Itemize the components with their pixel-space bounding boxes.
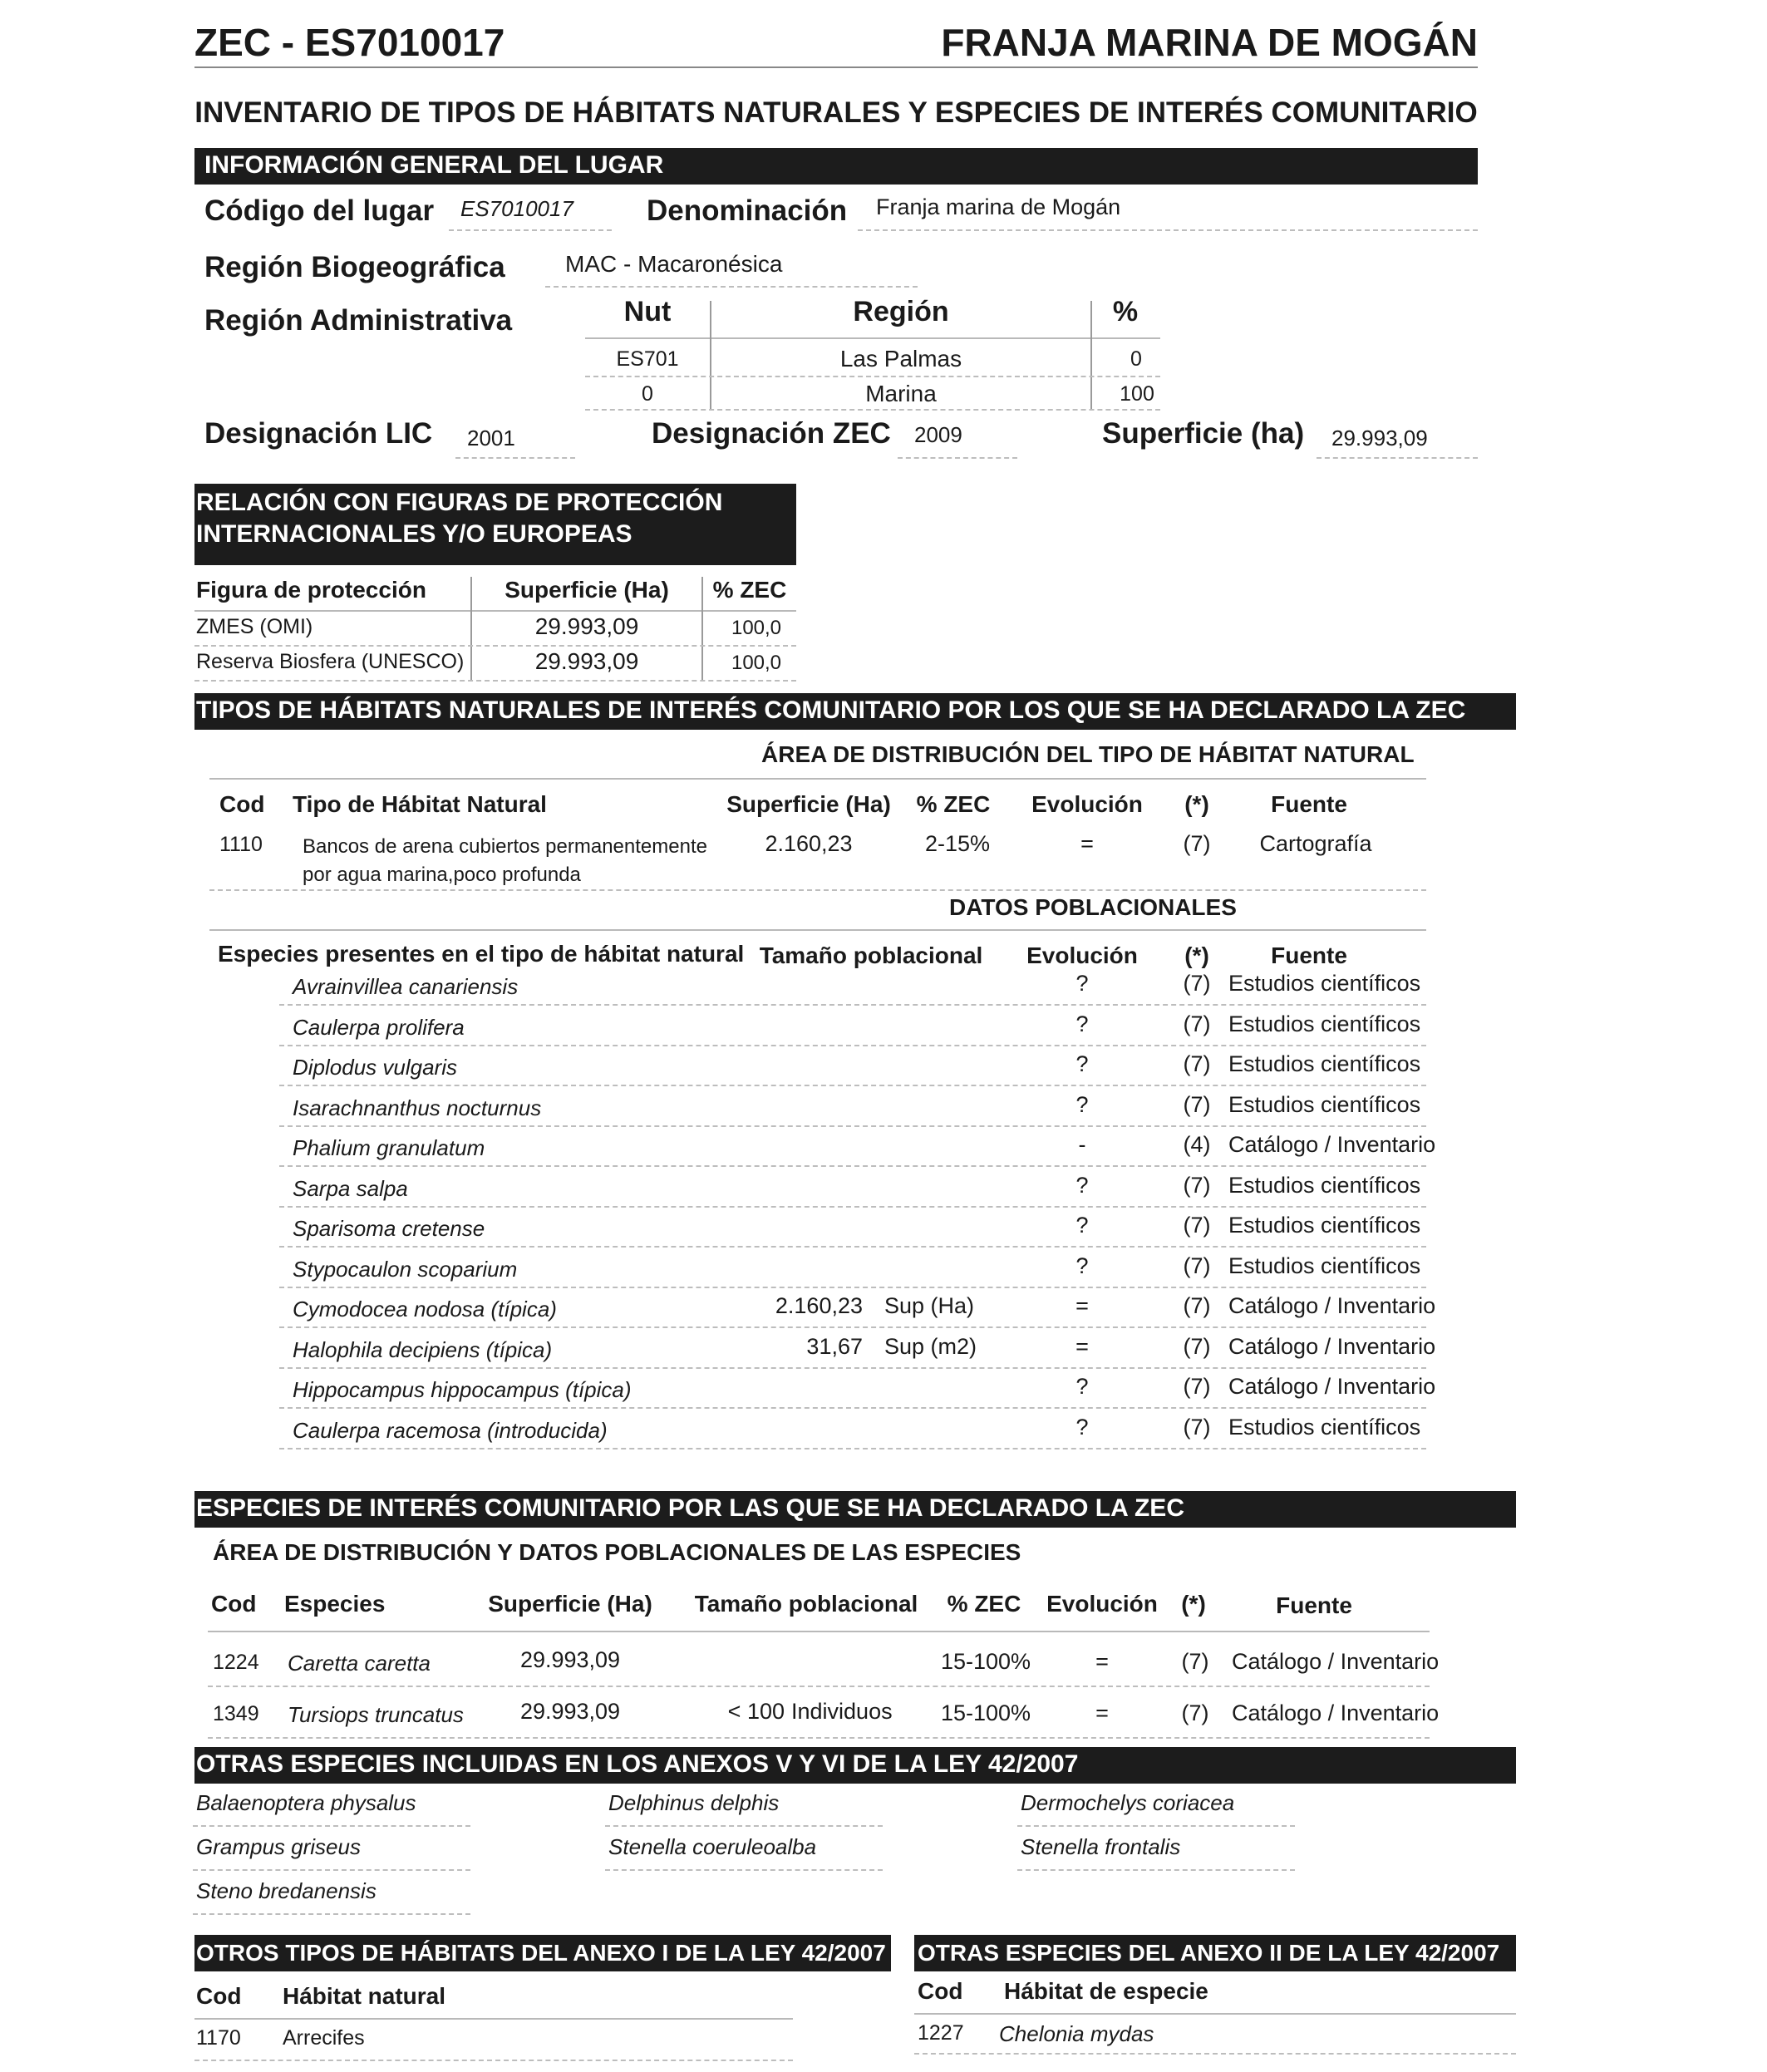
proteccion-row-1-superficie: 29.993,09: [534, 613, 639, 639]
species-fuente: Catálogo / Inventario: [1228, 1132, 1436, 1157]
especies-header-fuente: Fuente: [1276, 1592, 1352, 1618]
species-name: Avrainvillea canariensis: [293, 974, 519, 999]
anexo-species-rule: [193, 1869, 470, 1871]
admin-header-nut: Nut: [623, 296, 672, 327]
otros-habitats-header-cod: Cod: [196, 1983, 242, 2009]
zec-label: Designación ZEC: [652, 417, 891, 450]
admin-row-2-nut: 0: [642, 382, 653, 406]
species-evolucion: ?: [1075, 1051, 1089, 1076]
codigo-underline: [449, 229, 612, 231]
pop-title: DATOS POBLACIONALES: [949, 894, 1237, 920]
section-otras-anexo2: OTRAS ESPECIES DEL ANEXO II DE LA LEY 42/2007: [914, 1935, 1516, 1971]
species-evolucion: ?: [1075, 1374, 1089, 1399]
anexo-species-name: Steno bredanensis: [196, 1878, 377, 1903]
habitat-header-zec: % ZEC: [916, 791, 991, 817]
species-name: Caulerpa prolifera: [293, 1015, 465, 1040]
especie-fuente: Catálogo / Inventario: [1232, 1649, 1440, 1674]
zec-underline: [898, 457, 1017, 459]
section-otras-anexos: OTRAS ESPECIES INCLUIDAS EN LOS ANEXOS V Y VI DE LA LEY 42/2007: [194, 1747, 1516, 1784]
species-evolucion: -: [1078, 1132, 1086, 1157]
species-fuente: Estudios científicos: [1228, 971, 1421, 996]
species-fuente: Estudios científicos: [1228, 1415, 1421, 1440]
especie-zec: 15-100%: [940, 1649, 1031, 1674]
species-name: Cymodocea nodosa (típica): [293, 1297, 557, 1321]
especie-cod: 1349: [213, 1702, 259, 1725]
especie-evolucion: =: [1095, 1649, 1109, 1674]
otras-anexo2-header-name: Hábitat de especie: [1004, 1978, 1208, 2004]
species-ast: (7): [1183, 1092, 1211, 1117]
species-row-rule: [279, 1165, 1426, 1167]
habitat-row-superficie: 2.160,23: [765, 831, 853, 856]
species-size: 31,67: [806, 1334, 863, 1359]
especie-name: Caretta caretta: [288, 1651, 431, 1676]
section-especies: ESPECIES DE INTERÉS COMUNITARIO POR LAS QUE SE HA DECLARADO LA ZEC: [194, 1491, 1516, 1528]
admin-row-1-rule: [585, 376, 1160, 377]
species-header-size: Tamaño poblacional: [759, 942, 983, 968]
especie-ast: (7): [1181, 1649, 1209, 1674]
especie-ast: (7): [1181, 1700, 1209, 1725]
proteccion-header-rule: [194, 610, 796, 612]
species-evolucion: =: [1075, 1334, 1089, 1359]
especies-header-ast: (*): [1181, 1591, 1206, 1617]
otros-habitats-header-name: Hábitat natural: [283, 1983, 446, 2009]
admin-row-1-region: Las Palmas: [839, 346, 962, 372]
species-name: Hippocampus hippocampus (típica): [293, 1377, 632, 1402]
anexo-species-rule: [1017, 1869, 1295, 1871]
admin-header-region: Región: [853, 296, 949, 327]
especie-size-unit: Individuos: [791, 1699, 893, 1724]
proteccion-row-1-figura: ZMES (OMI): [196, 615, 313, 638]
anexo-species-name: Grampus griseus: [196, 1834, 361, 1859]
habitat-header-fuente: Fuente: [1271, 791, 1347, 817]
codigo-value: ES7010017: [460, 196, 573, 221]
habitat-area-title: ÁREA DE DISTRIBUCIÓN DEL TIPO DE HÁBITAT NATURAL: [761, 741, 1415, 767]
species-name: Diplodus vulgaris: [293, 1055, 457, 1080]
header-rule: [194, 66, 1478, 68]
species-fuente: Estudios científicos: [1228, 1051, 1421, 1076]
habitat-header-evolucion: Evolución: [1031, 791, 1143, 817]
species-row-rule: [279, 1448, 1426, 1449]
especie-name: Tursiops truncatus: [288, 1702, 464, 1727]
species-ast: (7): [1183, 1334, 1211, 1359]
otros-habitats-header-rule: [194, 2018, 793, 2020]
species-ast: (7): [1183, 1011, 1211, 1036]
site-code: ZEC - ES7010017: [194, 21, 505, 64]
species-header-name: Especies presentes en el tipo de hábitat natural: [218, 941, 745, 967]
habitat-row-rule: [209, 889, 1426, 891]
species-size-unit: Sup (Ha): [884, 1293, 975, 1318]
anexo-species-rule: [605, 1869, 883, 1871]
habitat-row-name-line-2: por agua marina,poco profunda: [303, 864, 581, 886]
region-bio-label: Región Biogeográfica: [204, 251, 505, 283]
species-fuente: Catálogo / Inventario: [1228, 1374, 1436, 1399]
species-evolucion: ?: [1075, 1092, 1089, 1117]
species-name: Phalium granulatum: [293, 1135, 485, 1160]
species-fuente: Estudios científicos: [1228, 1213, 1421, 1238]
otras-anexo2-row-rule: [914, 2053, 1516, 2055]
species-ast: (7): [1183, 1374, 1211, 1399]
anexo-species-name: Balaenoptera physalus: [196, 1790, 416, 1815]
species-fuente: Catálogo / Inventario: [1228, 1334, 1436, 1359]
otras-anexo2-row-name: Chelonia mydas: [999, 2021, 1154, 2046]
species-evolucion: ?: [1075, 1011, 1089, 1036]
species-evolucion: ?: [1075, 1173, 1089, 1198]
species-name: Halophila decipiens (típica): [293, 1337, 553, 1362]
habitat-row-name-line-1: Bancos de arena cubiertos permanentemente: [303, 835, 707, 858]
denominacion-value: Franja marina de Mogán: [876, 194, 1121, 219]
species-row-rule: [279, 1004, 1426, 1006]
anexo-species-name: Dermochelys coriacea: [1021, 1790, 1235, 1815]
species-row-rule: [279, 1287, 1426, 1288]
otras-anexo2-header-rule: [914, 2013, 1516, 2015]
page-subtitle: INVENTARIO DE TIPOS DE HÁBITATS NATURALES Y ESPECIES DE INTERÉS COMUNITARIO: [194, 96, 1478, 129]
habitat-header-ast: (*): [1184, 791, 1209, 817]
species-ast: (7): [1183, 971, 1211, 996]
pop-title-rule: [209, 929, 1426, 931]
especie-superficie: 29.993,09: [519, 1699, 621, 1724]
species-size-unit: Sup (m2): [884, 1334, 977, 1359]
denominacion-label: Denominación: [647, 194, 848, 227]
habitat-header-superficie: Superficie (Ha): [726, 791, 891, 817]
especies-header-size: Tamaño poblacional: [694, 1591, 918, 1617]
otros-habitats-row-rule: [194, 2060, 793, 2061]
species-ast: (7): [1183, 1293, 1211, 1318]
habitat-row-zec: 2-15%: [924, 831, 991, 856]
especies-header-evolucion: Evolución: [1046, 1591, 1158, 1617]
especies-header-rule: [208, 1631, 1430, 1632]
especies-header-superficie: Superficie (Ha): [488, 1591, 652, 1617]
species-ast: (7): [1183, 1051, 1211, 1076]
especies-header-zec: % ZEC: [947, 1591, 1021, 1617]
denominacion-underline: [858, 229, 1478, 231]
section-general-info: INFORMACIÓN GENERAL DEL LUGAR: [194, 148, 1478, 185]
region-adm-label: Región Administrativa: [204, 304, 513, 337]
species-row-rule: [279, 1326, 1426, 1328]
species-fuente: Estudios científicos: [1228, 1253, 1421, 1278]
species-name: Sarpa salpa: [293, 1176, 408, 1201]
species-fuente: Estudios científicos: [1228, 1173, 1421, 1198]
admin-row-1-nut: ES701: [616, 347, 679, 371]
anexo-species-rule: [193, 1913, 470, 1915]
species-ast: (4): [1183, 1132, 1211, 1157]
proteccion-row-2-rule: [194, 680, 796, 682]
habitat-row-ast: (7): [1183, 831, 1211, 856]
species-row-rule: [279, 1407, 1426, 1409]
especies-header-cod: Cod: [211, 1591, 257, 1617]
proteccion-header-zec: % ZEC: [712, 577, 787, 603]
habitat-row-name: [303, 833, 707, 889]
species-evolucion: ?: [1075, 1415, 1089, 1440]
especie-fuente: Catálogo / Inventario: [1232, 1700, 1440, 1725]
habitat-row-fuente: Cartografía: [1259, 831, 1372, 856]
admin-header-percent: %: [1112, 296, 1139, 327]
habitat-header-tipo: Tipo de Hábitat Natural: [293, 791, 547, 817]
species-header-ast: (*): [1184, 942, 1209, 968]
site-name: FRANJA MARINA DE MOGÁN: [941, 21, 1478, 64]
section-habitats: TIPOS DE HÁBITATS NATURALES DE INTERÉS COMUNITARIO POR LOS QUE SE HA DECLARADO LA ZEC: [194, 693, 1516, 730]
habitat-row-evolucion: =: [1080, 831, 1094, 856]
admin-row-2-rule: [585, 409, 1160, 411]
habitat-header-cod: Cod: [219, 791, 265, 817]
species-row-rule: [279, 1085, 1426, 1086]
species-name: Caulerpa racemosa (introducida): [293, 1418, 608, 1443]
zec-value: 2009: [914, 422, 962, 447]
lic-underline: [455, 457, 575, 459]
especie-cod: 1224: [213, 1651, 259, 1674]
especie-zec: 15-100%: [940, 1700, 1031, 1725]
species-header-fuente: Fuente: [1271, 942, 1347, 968]
species-ast: (7): [1183, 1173, 1211, 1198]
admin-row-1-percent: 0: [1130, 347, 1142, 371]
proteccion-row-2-superficie: 29.993,09: [534, 648, 639, 674]
species-row-rule: [279, 1367, 1426, 1369]
species-row-rule: [279, 1246, 1426, 1248]
proteccion-row-2-zec: 100,0: [731, 652, 782, 674]
species-fuente: Estudios científicos: [1228, 1092, 1421, 1117]
species-fuente: Catálogo / Inventario: [1228, 1293, 1436, 1318]
superficie-underline: [1317, 457, 1478, 459]
especie-size: < 100: [727, 1699, 785, 1724]
lic-value: 2001: [467, 426, 515, 450]
region-bio-underline: [545, 286, 918, 288]
species-evolucion: ?: [1075, 1213, 1089, 1238]
species-row-rule: [279, 1045, 1426, 1046]
species-name: Stypocaulon scoparium: [293, 1257, 518, 1282]
species-ast: (7): [1183, 1253, 1211, 1278]
species-header-evolucion: Evolución: [1026, 942, 1138, 968]
region-bio-value: MAC - Macaronésica: [565, 251, 783, 277]
proteccion-row-1-rule: [194, 645, 796, 647]
admin-row-2-percent: 100: [1120, 382, 1154, 406]
section-proteccion: [194, 484, 796, 565]
section-otros-habitats: OTROS TIPOS DE HÁBITATS DEL ANEXO I DE LA LEY 42/2007: [194, 1935, 891, 1971]
otras-anexo2-row-cod: 1227: [918, 2021, 964, 2045]
species-ast: (7): [1183, 1415, 1211, 1440]
species-ast: (7): [1183, 1213, 1211, 1238]
anexo-species-rule: [193, 1825, 470, 1827]
proteccion-row-2-figura: Reserva Biosfera (UNESCO): [196, 650, 465, 673]
species-evolucion: =: [1075, 1293, 1089, 1318]
species-fuente: Estudios científicos: [1228, 1011, 1421, 1036]
superficie-label: Superficie (ha): [1102, 417, 1305, 450]
lic-label: Designación LIC: [204, 417, 433, 450]
anexo-species-name: Delphinus delphis: [608, 1790, 780, 1815]
otras-anexo2-header-cod: Cod: [918, 1978, 963, 2004]
species-row-rule: [279, 1125, 1426, 1127]
species-size: 2.160,23: [775, 1293, 863, 1318]
proteccion-header-figura: Figura de protección: [196, 577, 426, 603]
habitat-area-rule: [209, 778, 1426, 780]
admin-row-2-region: Marina: [865, 381, 937, 406]
proteccion-row-1-zec: 100,0: [731, 617, 782, 639]
species-evolucion: ?: [1075, 971, 1089, 996]
otros-habitats-row-name: Arrecifes: [283, 2026, 365, 2050]
otros-habitats-row-cod: 1170: [196, 2026, 241, 2050]
anexo-species-name: Stenella frontalis: [1021, 1834, 1181, 1859]
species-evolucion: ?: [1075, 1253, 1089, 1278]
superficie-value: 29.993,09: [1331, 426, 1428, 450]
especies-area-title: ÁREA DE DISTRIBUCIÓN Y DATOS POBLACIONALES DE LAS ESPECIES: [213, 1539, 1021, 1565]
anexo-species-rule: [1017, 1825, 1295, 1827]
especie-evolucion: =: [1095, 1700, 1109, 1725]
especie-row-rule: [208, 1686, 1430, 1687]
especies-header-especies: Especies: [284, 1591, 386, 1617]
species-name: Isarachnanthus nocturnus: [293, 1095, 542, 1120]
proteccion-header-superficie: Superficie (Ha): [505, 577, 669, 603]
especie-row-rule: [208, 1737, 1430, 1739]
habitat-row-cod: 1110: [219, 833, 263, 856]
anexo-species-name: Stenella coeruleoalba: [608, 1834, 817, 1859]
anexo-species-rule: [605, 1825, 883, 1827]
especie-superficie: 29.993,09: [519, 1647, 621, 1672]
admin-header-rule: [585, 337, 1160, 339]
species-row-rule: [279, 1206, 1426, 1208]
proteccion-title-line-1: RELACIÓN CON FIGURAS DE PROTECCIÓN: [196, 489, 723, 516]
codigo-label: Código del lugar: [204, 194, 435, 227]
proteccion-title-line-2: INTERNACIONALES Y/O EUROPEAS: [196, 520, 632, 548]
species-name: Sparisoma cretense: [293, 1216, 485, 1241]
